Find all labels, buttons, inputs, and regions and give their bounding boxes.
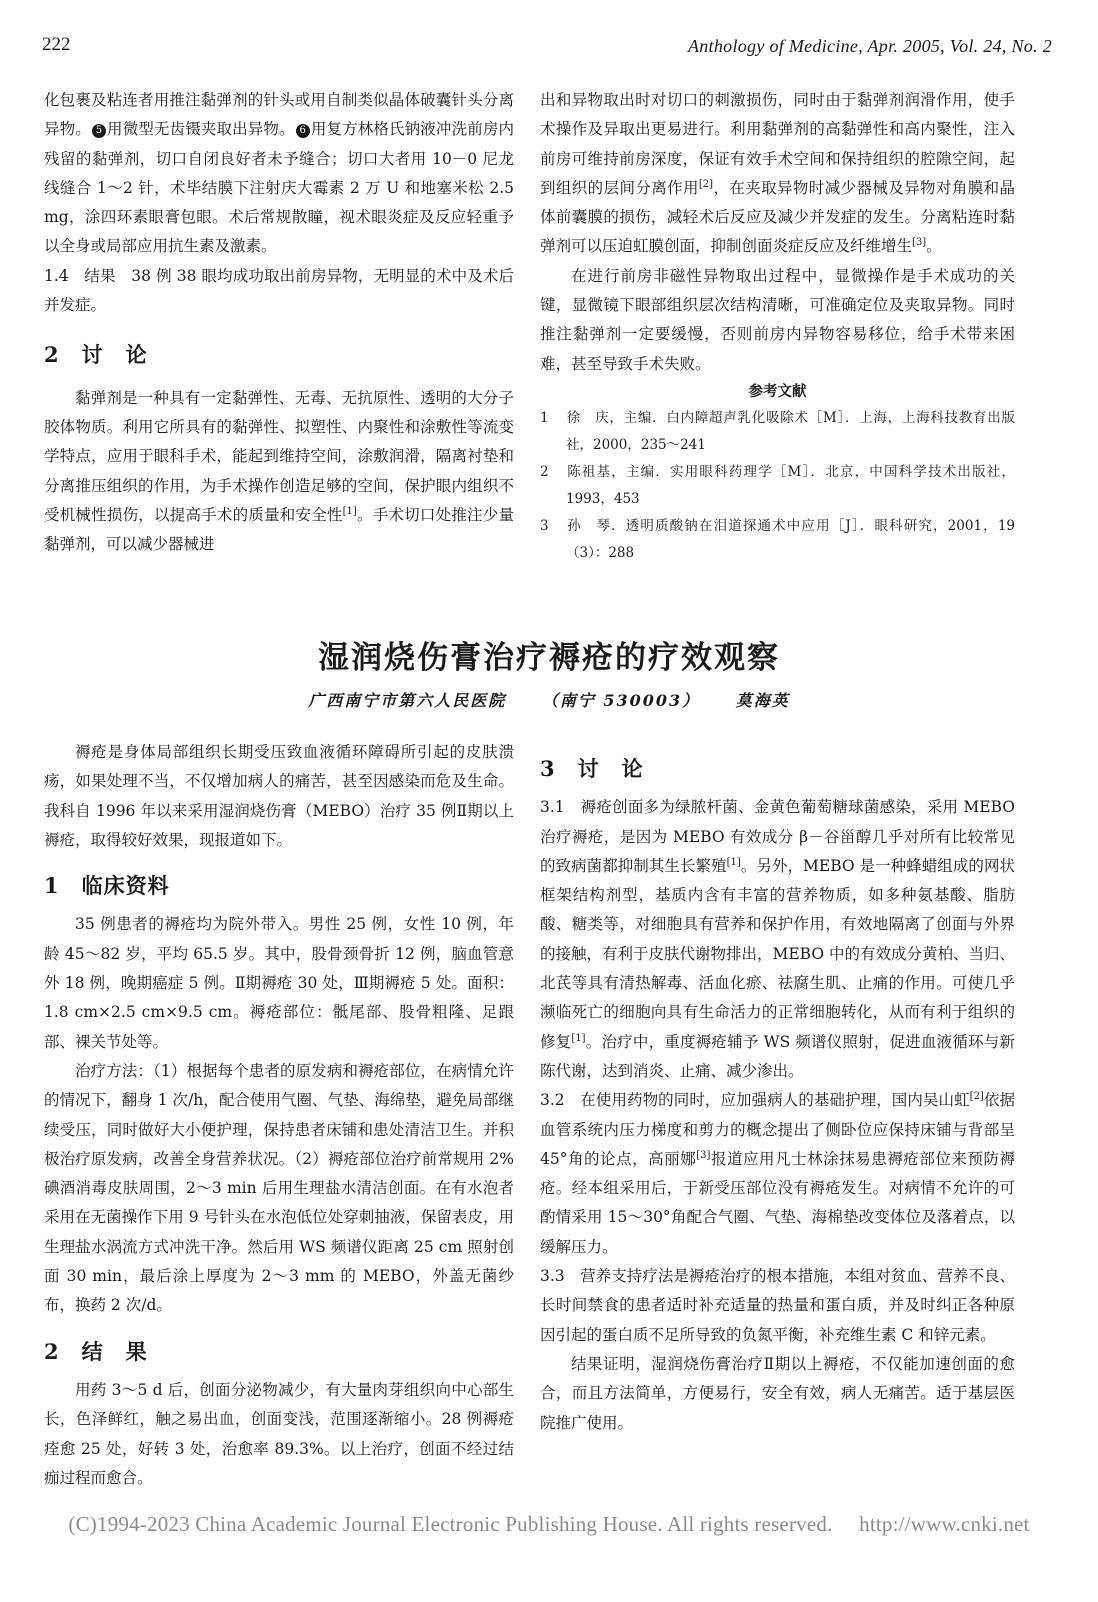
reference-item: 2 陈祖基，主编．实用眼科药理学［M］．北京，中国科学技术出版社，1993，453 [540, 463, 1015, 507]
paragraph-conclusion: 结果证明，湿润烧伤膏治疗Ⅱ期以上褥疮，不仅能加速创面的愈合，而且方法简单，方便易行，安全有效，病人无痛苦。适于基层医院推广使用。 [540, 1354, 1015, 1432]
prev-article-right-column [540, 86, 1015, 567]
page-number: 222 [42, 34, 71, 55]
citation-ref: [3] [912, 237, 927, 249]
prev-paragraph-conclusion: 在进行前房非磁性异物取出过程中，显微操作是手术成功的关键，显微镜下眼部组织层次结构清晰，可准确定位及夹取异物。同时推注黏弹剂一定要缓慢，否则前房内异物容易移位，给手术带来困难，甚至导致手术失败。 [540, 266, 1015, 373]
reference-item: 1 徐 庆，主编．白内障超声乳化吸除术［M］．上海，上海科技教育出版社，2000，235～241 [540, 409, 1015, 453]
citation-ref: [3] [696, 1149, 711, 1161]
article-left-column [44, 738, 514, 1493]
paragraph-3-2: 3.2 在使用药物的同时，应加强病人的基础护理，国内吴山虹[2]依据血管系统内压力梯度和剪力的概念提出了侧卧位应保持床铺与背部呈 45°角的论点，高丽娜[3]报道应用凡士林涂抹易患褥疮部位来预防褥疮。经本组采用后，于新受压部位没有褥疮发生。对病情不允许的可酌情采用 15～30°角配合气圈、气垫、海棉垫改变体位及落着点，以缓解压力。 [540, 1091, 1015, 1256]
paragraph-patients: 35 例患者的褥疮均为院外带入。男性 25 例，女性 10 例，年龄 45～82 岁，平均 65.5 岁。其中，股骨颈骨折 12 例，脑血管意外 18 例，晚期癌症 5 例。Ⅱ期褥疮 30 处，Ⅲ期褥疮 5 处。面积：1.8 cm×2.5 cm×9.5 cm。褥疮部位：骶尾部、股骨粗隆、足跟部、裸关节处等。 [44, 915, 514, 1051]
author-affiliation: 广西南宁市第六人民医院 [308, 691, 507, 710]
prev-paragraph-discussion-cont: 出和异物取出时对切口的刺激损伤，同时由于黏弹剂润滑作用，使手术操作及异取出更易进行。利用黏弹剂的高黏弹性和高内聚性，注入前房可维持前房深度，保证有效手术空间和保持组织的腔隙空间，起到组织的层间分离作用[2]，在夹取异物时减少器械及异物对角膜和晶体前囊膜的损伤，减轻术后反应及减少并发症的发生。分离粘连时黏弹剂可以压迫虹膜创面，抑制创面炎症反应及纤维增生[3]。 [540, 91, 1015, 256]
author-location: （南宁 530003） [541, 691, 701, 710]
prev-paragraph-methods: 化包裹及粘连者用推注黏弹剂的针头或用自制类似晶体破囊针头分离异物。 5 用微型无齿镊夹取出异物。 6 用复方林格氏钠液冲洗前房内残留的黏弹剂，切口自闭良好者未予缝合；切口大者用 10－0 尼龙线缝合 1～2 针，术毕结膜下注射庆大霉素 2 万 U 和地塞米松 2.5 mg，涂四环素眼膏包眼。术后常规散瞳，视术眼炎症及反应轻重予以全身或局部应用抗生素及激素。 [44, 91, 514, 256]
reference-item: 3 孙 琴．透明质酸钠在泪道探通术中应用［J］．眼科研究，2001，19（3）：288 [540, 517, 1015, 561]
prev-paragraph-results: 1.4 结果 38 例 38 眼均成功取出前房异物，无明显的术中及术后并发症。 [44, 266, 514, 315]
paragraph-3-1: 3.1 褥疮创面多为绿脓杆菌、金黄色葡萄糖球菌感染，采用 MEBO 治疗褥疮，是因为 MEBO 有效成分 β－谷甾醇几乎对所有比较常见的致病菌都抑制其生长繁殖[1]。另外，MEBO 是一种蜂蜡组成的网状框架结构剂型，基质内含有丰富的营养物质，如多种氨基酸、脂肪酸、糖类等，对细胞具有营养和保护作用，有效地隔离了创面与外界的接触，有利于皮肤代谢物排出，MEBO 中的有效成分黄柏、当归、北芪等具有清热解毒、活血化瘀、祛腐生肌、止痛的作用。可使几乎濒临死亡的细胞向具有生命活力的正常细胞转化，从而有利于组织的修复[1]。治疗中，重度褥疮辅予 WS 频谱仪照射，促进血液循环与新陈代谢，达到消炎、止痛、减少渗出。 [540, 798, 1015, 1080]
journal-citation: Anthology of Medicine, Apr. 2005, Vol. 24, No. 2 [687, 36, 1052, 56]
circled-number-6: 6 [296, 124, 310, 138]
section-heading-clinical-data: 1 临床资料 [44, 873, 170, 899]
paragraph-results: 用药 3～5 d 后，创面分泌物减少，有大量肉芽组织向中心部生长，色泽鲜红，触之易出血，创面变浅，范围逐渐缩小。28 例褥疮痊愈 25 处，好转 3 处，治愈率 89.3%。以上治疗，创面不经过结痂过程而愈合。 [44, 1380, 514, 1487]
citation-ref: [1] [726, 856, 741, 868]
article-title: 湿润烧伤膏治疗褥疮的疗效观察 [318, 640, 780, 676]
author-name: 莫海英 [735, 691, 790, 710]
circled-number-5: 5 [92, 124, 106, 138]
running-header [42, 34, 1056, 62]
paragraph-treatment: 治疗方法：（1）根据每个患者的原发病和褥疮部位，在病情允许的情况下，翻身 1 次/h，配合使用气圈、气垫、海绵垫，避免局部继续受压，同时做好大小便护理，保持患者床铺和患处清洁卫生。并积极治疗原发病，改善全身营养状况。（2）褥疮部位治疗前常规用 2% 碘酒消毒皮肤周围，2～3 min 后用生理盐水清洁创面。在有水泡者采用在无菌操作下用 9 号针头在水泡低位处穿刺抽液，保留表皮，用生理盐水涡流方式冲洗干净。然后用 WS 频谱仪距离 25 cm 照射创面 30 min，最后涂上厚度为 2～3 mm 的 MEBO，外盖无菌纱布，换药 2 次/d。 [44, 1061, 514, 1315]
citation-ref: [1] [571, 1032, 586, 1044]
section-heading-discussion: 3 讨 论 [540, 756, 644, 781]
citation-ref: [2] [698, 178, 714, 190]
citation-ref: [2] [969, 1091, 984, 1103]
prev-article-left-column [44, 86, 514, 559]
paragraph-3-3: 3.3 营养支持疗法是褥疮治疗的根本措施，本组对贫血、营养不良、长时间禁食的患者适时补充适量的热量和蛋白质，并及时纠正各种原因引起的蛋白质不足所导致的负氮平衡，补充维生素 C 和锌元素。 [540, 1267, 1015, 1344]
prev-section-heading-discussion: 2 讨 论 [44, 342, 148, 368]
copyright-footer: (C)1994-2023 China Academic Journal Electronic Publishing House. All rights reserved. http://www.cnki.net [68, 1512, 1030, 1536]
prev-paragraph-discussion: 黏弹剂是一种具有一定黏弹性、无毒、无抗原性、透明的大分子胶体物质。利用它所具有的黏弹性、拟塑性、内聚性和涂敷性等流变学特点，应用于眼科手术，能起到维持空间，涂敷润滑，隔离衬垫和分离推压组织的作用，为手术操作创造足够的空间，保护眼内组织不受机械性损伤，以提高手术的质量和安全性[1]。手术切口处推注少量黏弹剂，可以减少器械进 [44, 388, 514, 554]
references-title: 参考文献 [748, 382, 807, 400]
article-introduction: 褥疮是身体局部组织长期受压致血液循环障碍所引起的皮肤溃疡，如果处理不当，不仅增加病人的痛苦，甚至因感染而危及生命。我科自 1996 年以来采用湿润烧伤膏（MEBO）治疗 35 例Ⅱ期以上褥疮，取得较好效果，现报道如下。 [44, 743, 514, 849]
citation-ref: [1] [342, 505, 357, 517]
article-right-column [540, 752, 1015, 1438]
section-heading-results: 2 结 果 [44, 1338, 148, 1364]
author-line [0, 688, 1098, 711]
